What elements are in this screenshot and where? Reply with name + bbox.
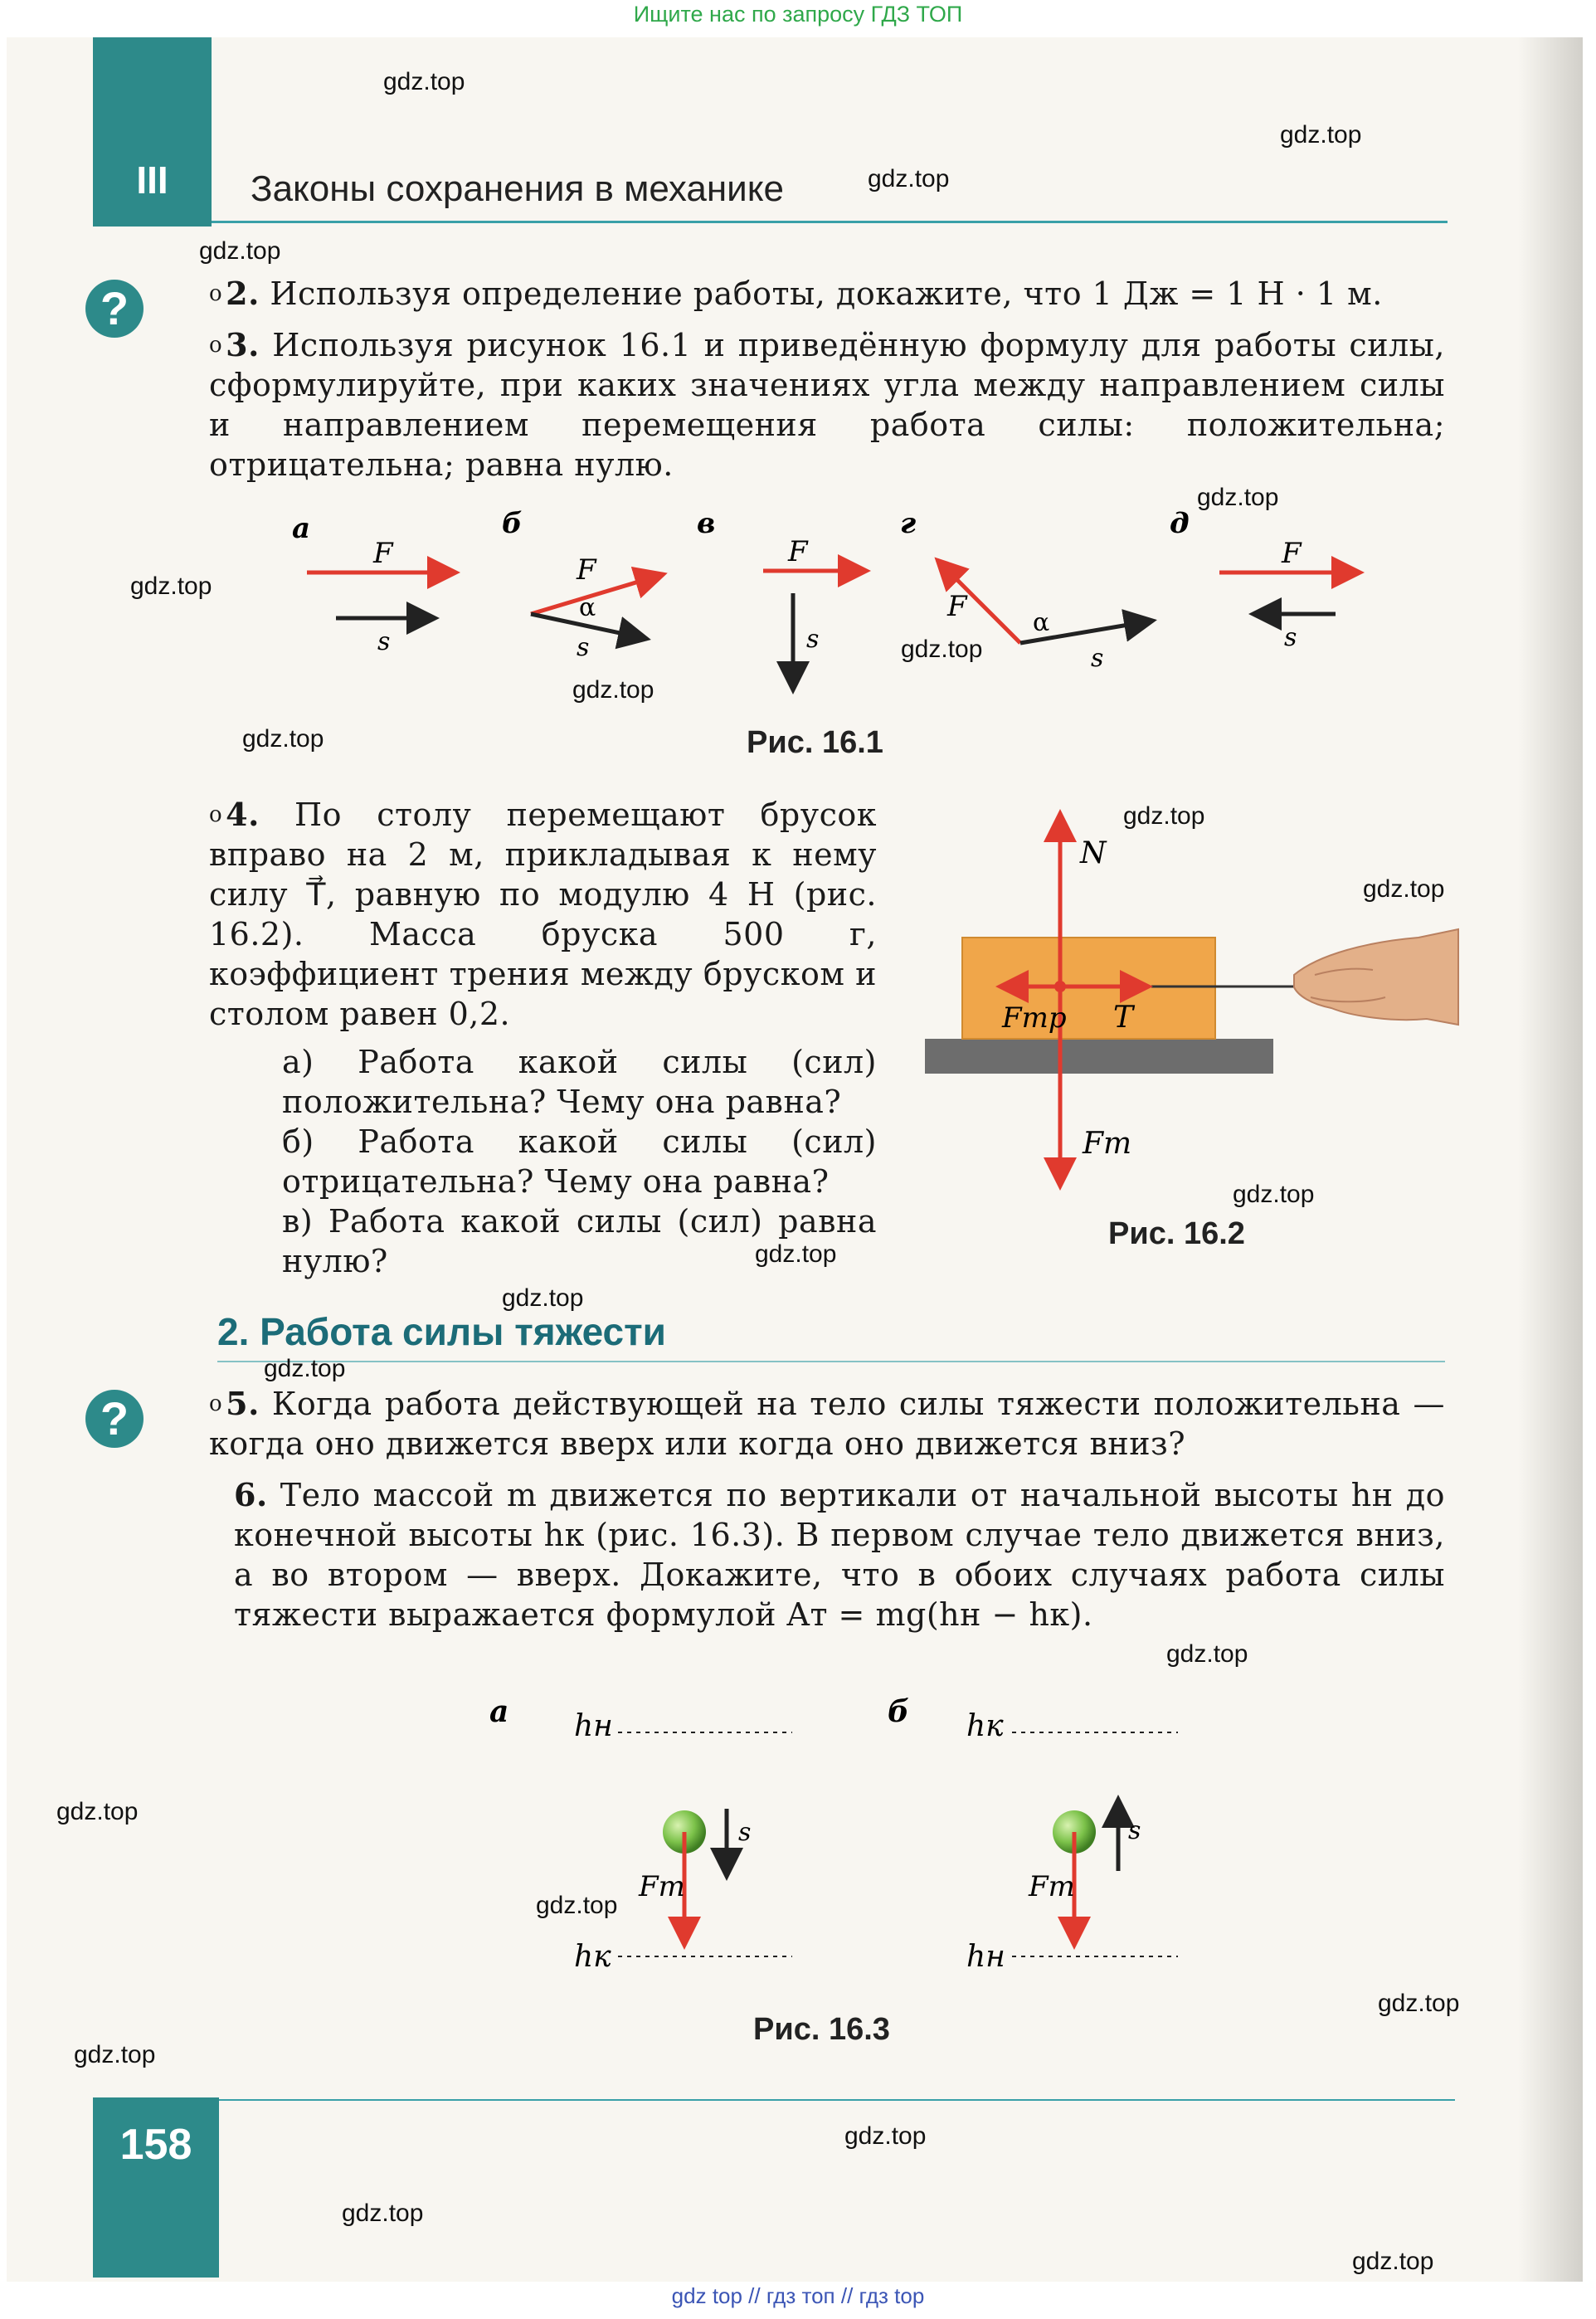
- task-4-part-a: [282, 1042, 877, 1122]
- start-height-label-a: hн: [574, 1709, 613, 1743]
- part-text: Работа какой силы (сил) положительна? Чему она равна?: [282, 1044, 877, 1120]
- displacement-label-d: s: [1091, 644, 1104, 673]
- top-banner[interactable]: Ищите нас по запросу ГДЗ ТОП: [633, 2, 963, 27]
- angle-label-b: α: [579, 593, 596, 622]
- force-label-c: F: [788, 535, 808, 568]
- displacement-label-a: s: [377, 627, 391, 656]
- displacement-label-e: s: [1284, 623, 1297, 652]
- watermark: gdz.top: [383, 68, 465, 95]
- hand-illustration: [1294, 929, 1458, 1025]
- task-marker: о: [209, 281, 223, 306]
- watermark: gdz.top: [1233, 1181, 1315, 1208]
- panel-label-c: в: [697, 507, 716, 540]
- start-height-label-b: hн: [966, 1940, 1005, 1974]
- task-marker: о: [209, 333, 223, 358]
- displacement-label-b: s: [577, 633, 590, 662]
- friction-force-label: Fтр: [1002, 1001, 1067, 1035]
- normal-force-label: N: [1080, 836, 1107, 870]
- panel-label-a: а: [489, 1694, 509, 1729]
- watermark: gdz.top: [536, 1892, 618, 1919]
- watermark: gdz.top: [342, 2200, 424, 2227]
- watermark: gdz.top: [1378, 1990, 1460, 2017]
- panel-label-a: а: [292, 512, 311, 545]
- task-text: Когда работа действующей на тело силы тяжести положительна — когда оно движется вверх или когда оно движется вниз?: [209, 1386, 1445, 1462]
- footer-rule: [219, 2099, 1455, 2101]
- displacement-label-b: s: [1128, 1816, 1141, 1845]
- page-number: 158: [119, 2121, 192, 2169]
- task-marker: о: [209, 802, 223, 827]
- header-rule: [212, 221, 1448, 223]
- task-text: По столу перемещают брусок вправо на 2 м, прикладывая к нему силу T⃗, равную по модулю 4 Н (рис. 16.2). Масса бруска 500 г, коэффициент трения между бруском и столом равен 0,2.: [209, 797, 877, 1032]
- force-label-a: F: [373, 537, 393, 570]
- task-marker: о: [209, 1391, 223, 1416]
- watermark: gdz.top: [264, 1355, 346, 1382]
- watermark: gdz.top: [1363, 875, 1445, 903]
- watermark: gdz.top: [74, 2041, 156, 2068]
- part-text: Работа какой силы (сил) равна нулю?: [282, 1203, 877, 1279]
- task-number: 4.: [226, 796, 260, 833]
- task-number: 6.: [234, 1476, 268, 1513]
- figure-16-1-caption: Рис. 16.1: [747, 725, 883, 760]
- watermark: gdz.top: [1352, 2248, 1434, 2275]
- figure-16-3: [465, 1693, 1211, 2008]
- application-point: [1054, 981, 1066, 992]
- task-3: [209, 325, 1445, 485]
- watermark: gdz.top: [199, 237, 281, 265]
- end-height-label-a: hк: [574, 1940, 611, 1974]
- gravity-label-a: Fт: [639, 1870, 685, 1903]
- section-title: 2. Работа силы тяжести: [217, 1310, 666, 1353]
- displacement-label-a: s: [738, 1818, 752, 1847]
- force-label-b: F: [577, 553, 596, 587]
- task-number: 2.: [226, 275, 260, 312]
- watermark: gdz.top: [242, 725, 324, 753]
- angle-label-d: α: [1033, 608, 1050, 637]
- panel-label-d: г: [900, 507, 917, 540]
- bottom-banner[interactable]: gdz top // гдз топ // гдз top: [671, 2283, 925, 2308]
- watermark: gdz.top: [901, 636, 983, 663]
- page-shadow: [1518, 37, 1583, 2282]
- table-surface: [925, 1039, 1273, 1074]
- question-icon: ?: [85, 1390, 144, 1448]
- tension-force-label: T: [1113, 1001, 1134, 1035]
- task-4-part-b: [282, 1122, 877, 1201]
- displacement-label-c: s: [806, 625, 820, 654]
- task-text: Используя рисунок 16.1 и приведённую формулу для работы силы, сформулируйте, при каких значениях угла между направлением силы и направлением перемещения работа силы: положительна; отрицательна; равна нулю.: [209, 327, 1445, 483]
- gravity-label-b: Fт: [1029, 1870, 1075, 1903]
- force-label-e: F: [1282, 537, 1302, 570]
- watermark: gdz.top: [1280, 121, 1362, 149]
- part-text: Работа какой силы (сил) отрицательна? Чему она равна?: [282, 1123, 877, 1200]
- watermark: gdz.top: [755, 1240, 837, 1268]
- task-5: [209, 1384, 1445, 1464]
- watermark: gdz.top: [1166, 1640, 1248, 1668]
- figure-16-2: [921, 805, 1460, 1203]
- question-icon: ?: [85, 280, 144, 338]
- figure-16-1: [282, 498, 1460, 714]
- part-label: б): [282, 1123, 314, 1160]
- chapter-title: Законы сохранения в механике: [251, 168, 784, 209]
- watermark: gdz.top: [844, 2122, 927, 2150]
- panel-label-b: б: [502, 507, 523, 540]
- part-label: в): [282, 1203, 314, 1240]
- task-4: [209, 795, 877, 1034]
- watermark: gdz.top: [502, 1284, 584, 1312]
- part-label: а): [282, 1044, 314, 1080]
- figure-16-3-caption: Рис. 16.3: [753, 2012, 890, 2047]
- force-arrow-b: [531, 574, 664, 614]
- figure-16-2-caption: Рис. 16.2: [1108, 1216, 1245, 1251]
- chapter-number: III: [136, 158, 168, 202]
- panel-label-b: б: [888, 1694, 909, 1729]
- task-text: Тело массой m движется по вертикали от начальной высоты hн до конечной высоты hк (рис. 16.3). В первом случае тело движется вниз, а во втором — вверх. Докажите, что в обоих случаях работа силы тяжести выражается формулой Aт = mg(hн − hк).: [234, 1477, 1445, 1633]
- force-label-d: F: [947, 590, 967, 623]
- task-2: [209, 274, 1445, 314]
- panel-label-e: д: [1170, 507, 1190, 540]
- watermark: gdz.top: [1123, 802, 1205, 830]
- task-text: Используя определение работы, докажите, что 1 Дж = 1 Н · 1 м.: [270, 275, 1383, 312]
- task-number: 3.: [226, 326, 260, 363]
- end-height-label-b: hк: [966, 1709, 1004, 1743]
- watermark: gdz.top: [56, 1798, 139, 1825]
- gravity-force-label: Fт: [1083, 1127, 1132, 1161]
- watermark: gdz.top: [868, 165, 950, 192]
- watermark: gdz.top: [130, 572, 212, 600]
- watermark: gdz.top: [1197, 484, 1279, 511]
- section-rule: [217, 1361, 1445, 1362]
- watermark: gdz.top: [572, 676, 654, 704]
- task-6: [234, 1475, 1445, 1635]
- task-number: 5.: [226, 1385, 260, 1422]
